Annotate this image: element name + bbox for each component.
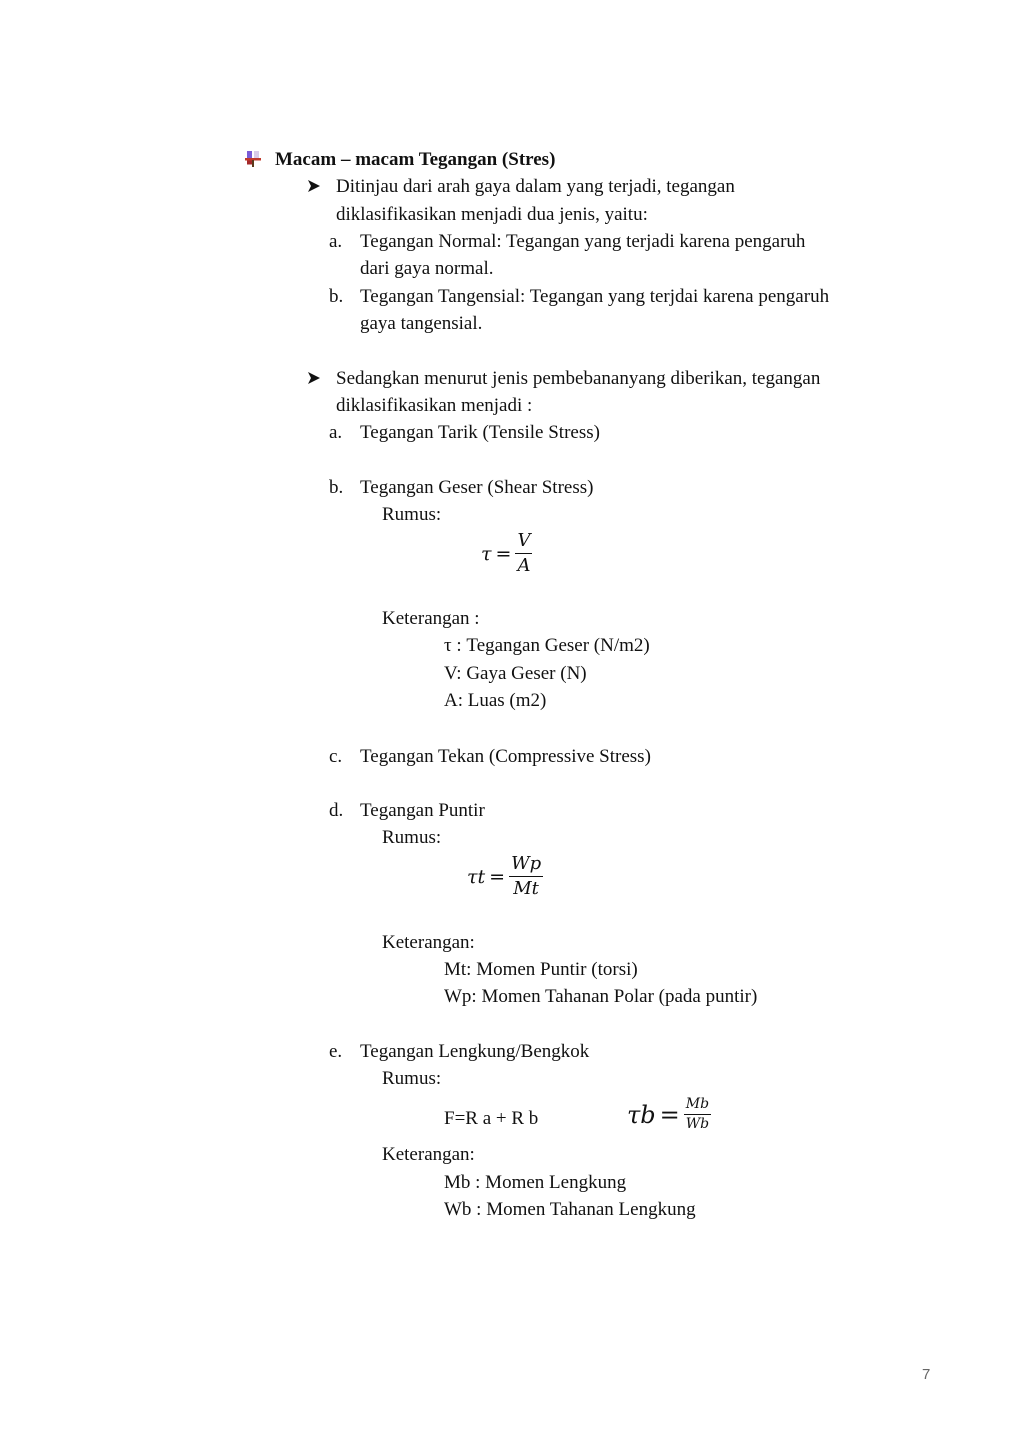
formula-lhs: τt bbox=[467, 865, 486, 888]
keterangan-item: τ : Tegangan Geser (N/m2) bbox=[444, 635, 650, 656]
list-item-text: Tegangan Lengkung/Bengkok bbox=[360, 1041, 590, 1062]
push-pin-icon bbox=[244, 150, 262, 168]
rumus-label: Rumus: bbox=[382, 504, 442, 525]
list-marker: b. bbox=[329, 477, 344, 498]
keterangan-item: Mb : Momen Lengkung bbox=[444, 1172, 627, 1193]
formula-denominator: A bbox=[517, 555, 531, 576]
keterangan-label: Keterangan: bbox=[382, 1144, 475, 1165]
arrowhead-bullet-icon bbox=[307, 371, 321, 385]
keterangan-label: Keterangan : bbox=[382, 608, 480, 629]
list-marker: d. bbox=[329, 800, 344, 821]
formula-numerator: Wp bbox=[511, 853, 542, 874]
formula-equals: = bbox=[489, 865, 506, 888]
bullet-text-cont: diklasifikasikan menjadi : bbox=[336, 395, 533, 416]
formula-equals: = bbox=[495, 542, 512, 565]
force-equation: F=R a + R b bbox=[444, 1108, 539, 1129]
keterangan-item: Wb : Momen Tahanan Lengkung bbox=[444, 1199, 696, 1220]
keterangan-item: V: Gaya Geser (N) bbox=[444, 663, 587, 684]
formula-denominator: Mt bbox=[513, 878, 539, 899]
list-item-text: Tegangan Tarik (Tensile Stress) bbox=[360, 422, 600, 443]
list-item-text: Tegangan Tekan (Compressive Stress) bbox=[360, 746, 651, 767]
list-item-text-cont: dari gaya normal. bbox=[360, 258, 494, 279]
formula-numerator: V bbox=[517, 530, 531, 551]
list-marker: e. bbox=[329, 1041, 343, 1062]
list-marker: a. bbox=[329, 422, 343, 443]
bullet-text: Ditinjau dari arah gaya dalam yang terjadi, tegangan bbox=[336, 176, 735, 197]
torsion-stress-formula bbox=[467, 852, 543, 901]
page-number: 7 bbox=[922, 1366, 931, 1383]
keterangan-item: Mt: Momen Puntir (torsi) bbox=[444, 959, 638, 980]
list-marker: b. bbox=[329, 286, 344, 307]
list-marker: c. bbox=[329, 746, 343, 767]
formula-equals: = bbox=[659, 1100, 680, 1129]
section-heading: Macam – macam Tegangan (Stres) bbox=[275, 149, 556, 170]
formula-denominator: Wb bbox=[685, 1116, 710, 1132]
list-item-text: Tegangan Geser (Shear Stress) bbox=[360, 477, 594, 498]
bullet-text-cont: diklasifikasikan menjadi dua jenis, yaitu: bbox=[336, 204, 648, 225]
formula-lhs: τb bbox=[627, 1100, 656, 1129]
rumus-label: Rumus: bbox=[382, 1068, 442, 1089]
formula-numerator: Mb bbox=[685, 1096, 710, 1112]
rumus-label: Rumus: bbox=[382, 827, 442, 848]
bending-stress-formula bbox=[627, 1095, 711, 1134]
arrowhead-bullet-icon bbox=[307, 179, 321, 193]
list-marker: a. bbox=[329, 231, 343, 252]
formula-lhs: τ bbox=[481, 542, 492, 565]
list-item-text: Tegangan Puntir bbox=[360, 800, 485, 821]
bullet-text: Sedangkan menurut jenis pembebananyang diberikan, tegangan bbox=[336, 368, 821, 389]
shear-stress-formula bbox=[481, 529, 532, 578]
keterangan-item: Wp: Momen Tahanan Polar (pada puntir) bbox=[444, 986, 758, 1007]
keterangan-label: Keterangan: bbox=[382, 932, 475, 953]
keterangan-item: A: Luas (m2) bbox=[444, 690, 547, 711]
list-item-text-cont: gaya tangensial. bbox=[360, 313, 483, 334]
list-item-text: Tegangan Tangensial: Tegangan yang terjdai karena pengaruh bbox=[360, 286, 830, 307]
list-item-text: Tegangan Normal: Tegangan yang terjadi karena pengaruh bbox=[360, 231, 806, 252]
